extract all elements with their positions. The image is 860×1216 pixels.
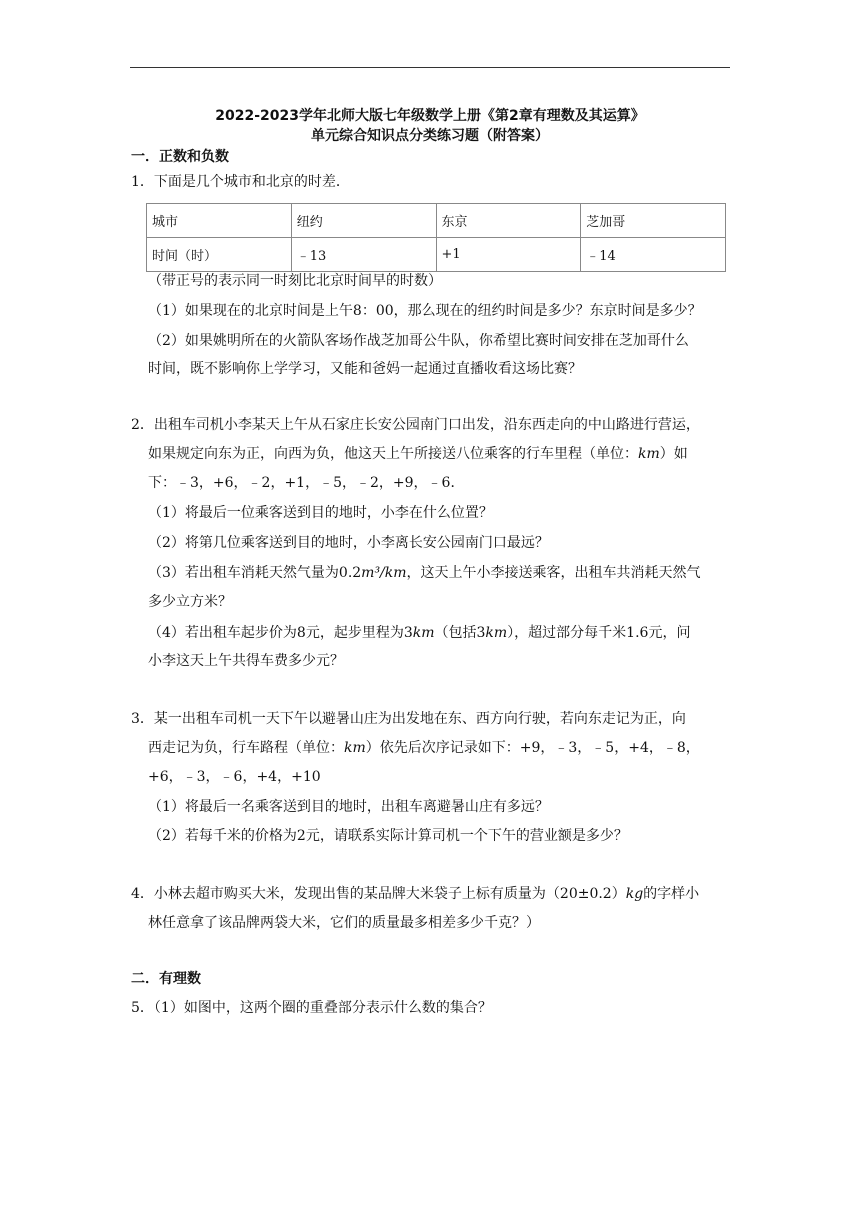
q2-line3: 下：﹣3，+6，﹣2，+1，﹣5，﹣2，+9，﹣6．: [148, 475, 465, 491]
q3-part2: （2）若每千米的价格为2元，请联系实际计算司机一个下午的营业额是多少？: [148, 828, 628, 844]
unit-km: km: [485, 625, 508, 641]
text: ，这天上午小李接送乘客，出租车共消耗天然气: [406, 565, 701, 581]
section-heading-1: 一．正数和负数: [131, 149, 229, 165]
doc-title-line2: 单元综合知识点分类练习题（附答案）: [311, 128, 549, 144]
section-heading-2: 二．有理数: [131, 971, 201, 987]
q3-part1: （1）将最后一名乘客送到目的地时，出租车离避暑山庄有多远？: [148, 799, 549, 815]
timezone-table: [146, 203, 726, 272]
q4-line2: 林任意拿了该品牌两袋大米，它们的质量最多相差多少千克？）: [148, 915, 540, 931]
text: （3）若出租车消耗天然气量为0.2: [148, 565, 362, 581]
table-cell: 时间（时）: [147, 238, 292, 272]
q2-part3-line1: [148, 563, 701, 583]
q2-part4-line1: [148, 623, 690, 643]
q1-part2-line1: （2）如果姚明所在的火箭队客场作战芝加哥公牛队，你希望比赛时间安排在芝加哥什么: [148, 333, 689, 349]
table-row: [147, 238, 726, 272]
q3-line3: +6，﹣3，﹣6，+4，+10: [148, 769, 321, 785]
text: （包括3: [434, 625, 486, 641]
q1-part2-line2: 时间，既不影响你上学学习，又能和爸妈一起通过直播收看这场比赛？: [148, 361, 582, 377]
table-cell: 纽约: [291, 204, 436, 238]
table-cell: +1: [436, 238, 581, 272]
table-cell: 芝加哥: [581, 204, 726, 238]
q1-stem: 1．下面是几个城市和北京的时差．: [131, 174, 350, 190]
table-cell: ﹣14: [581, 238, 726, 272]
q2-line1: 2．出租车司机小李某天上午从石家庄长安公园南门口出发，沿东西走向的中山路进行营运，: [131, 417, 700, 433]
unit-km: km: [638, 446, 660, 462]
q2-part2: （2）将第几位乘客送到目的地时，小李离长安公园南门口最远？: [148, 535, 549, 551]
unit-km: km: [344, 740, 366, 756]
q3-line2: [148, 738, 700, 758]
header-rule: [130, 67, 730, 68]
table-cell: 东京: [436, 204, 581, 238]
q1-part1: （1）如果现在的北京时间是上午8：00，那么现在的纽约时间是多少？东京时间是多少？: [148, 303, 702, 319]
text: （4）若出租车起步价为8元，起步里程为3: [148, 625, 413, 641]
text: 如果规定向东为正，向西为负，他这天上午所接送八位乘客的行车里程（单位：: [148, 446, 638, 462]
unit-kg: kg: [625, 886, 644, 902]
q1-note: （带正号的表示同一时刻比北京时间早的时数）: [148, 273, 442, 289]
table-header-row: [147, 204, 726, 238]
q2-line2: [148, 444, 688, 464]
text: ）如: [659, 446, 688, 462]
unit-km: km: [412, 625, 435, 641]
table-cell: 城市: [147, 204, 292, 238]
q2-part4-line2: 小李这天上午共得车费多少元？: [148, 653, 344, 669]
text: ）依先后次序记录如下：+9，﹣3，﹣5，+4，﹣8，: [365, 740, 700, 756]
q3-line1: 3．某一出租车司机一天下午以避暑山庄为出发地在东、西方向行驶，若向东走记为正，向: [131, 711, 686, 727]
q4-line1: [131, 884, 699, 904]
doc-title-line1: 2022-2023学年北师大版七年级数学上册《第2章有理数及其运算》: [215, 108, 645, 124]
unit-m3-per-km: m³/km: [361, 565, 407, 581]
text: ），超过部分每千米1.6元，问: [507, 625, 691, 641]
q2-part1: （1）将最后一位乘客送到目的地时，小李在什么位置？: [148, 505, 493, 521]
text: 的字样小: [643, 886, 700, 902]
table-cell: ﹣13: [291, 238, 436, 272]
text: 西走记为负，行车路程（单位：: [148, 740, 344, 756]
text: 4．小林去超市购买大米，发现出售的某品牌大米袋子上标有质量为（20±0.2）: [131, 886, 626, 902]
q5-line1: 5．（1）如图中，这两个圈的重叠部分表示什么数的集合？: [131, 1000, 492, 1016]
q2-part3-line2: 多少立方米？: [148, 594, 232, 610]
